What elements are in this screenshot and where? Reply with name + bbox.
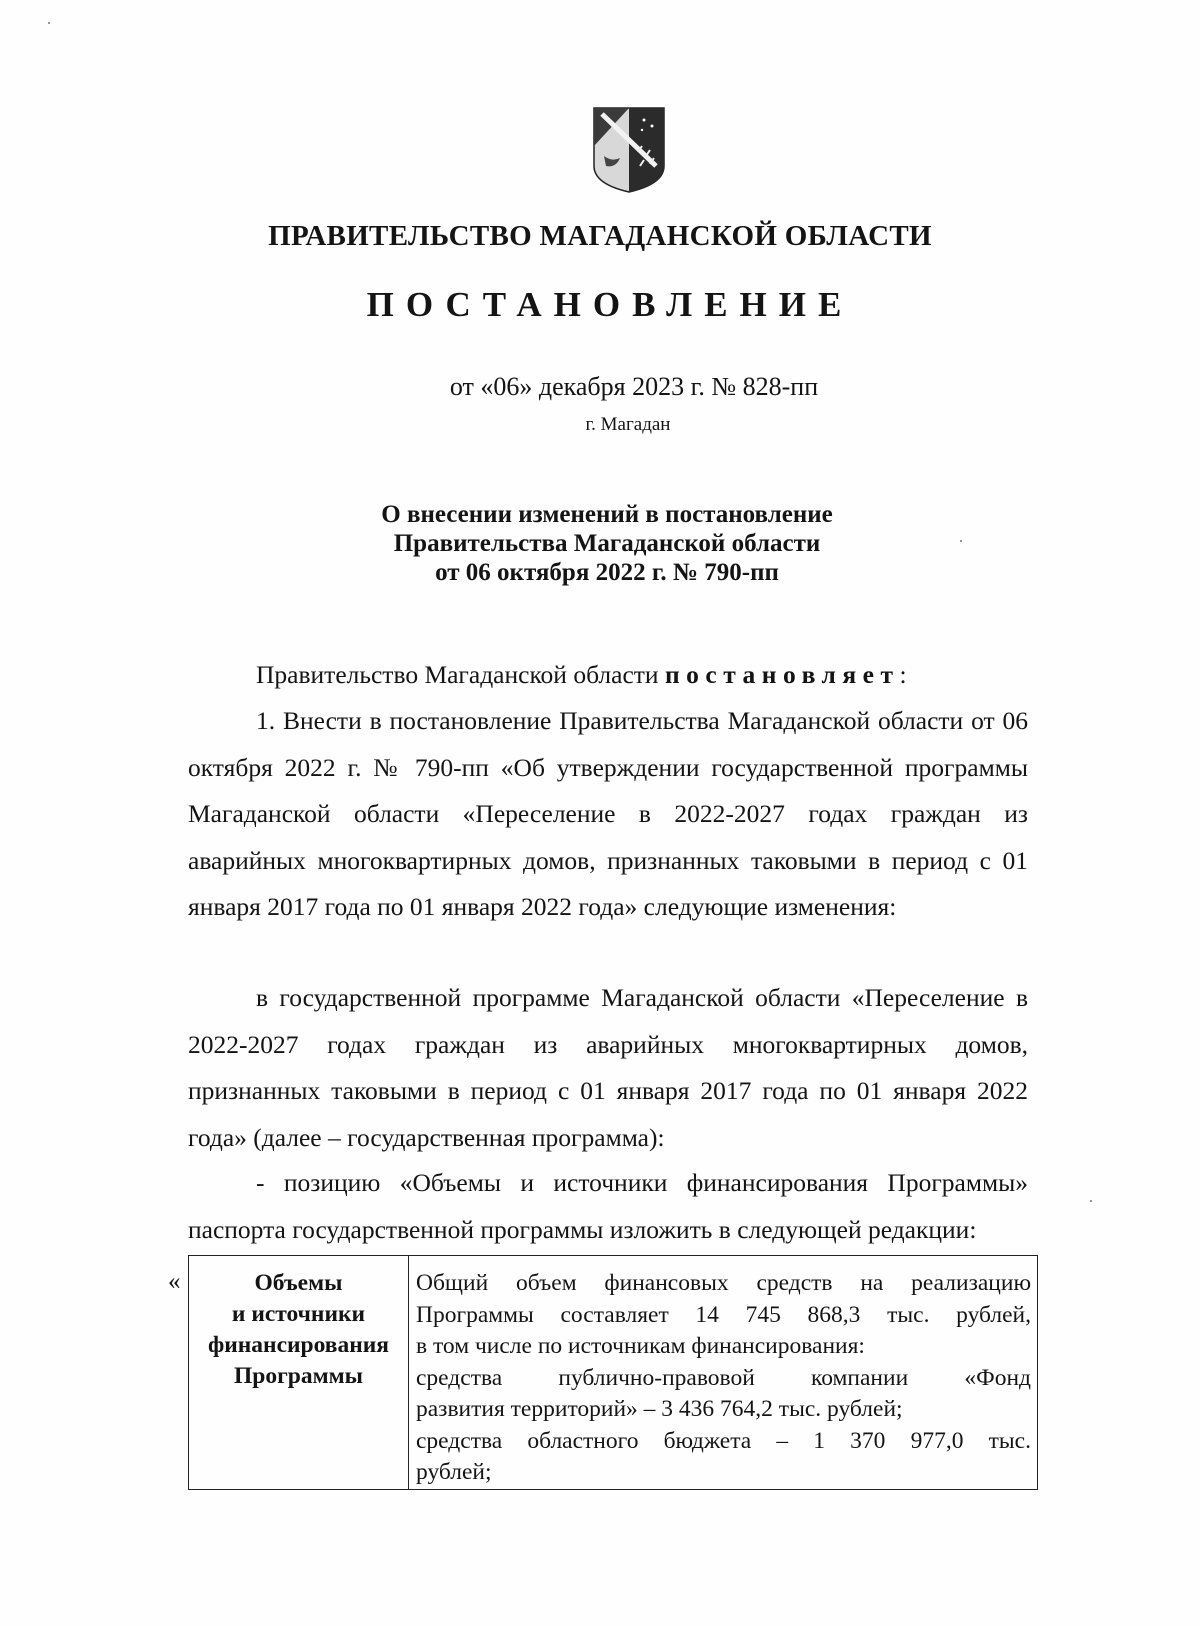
value-line: развития территорий» – 3 436 764,2 тыс. рублей;	[416, 1396, 903, 1422]
resolution-intro	[256, 660, 907, 690]
subject-line: Правительства Магаданской области	[393, 530, 821, 557]
intro-suffix: :	[899, 660, 907, 689]
value-line: Программы составляет 14 745 868,3 тыс. рублей,	[416, 1301, 1031, 1328]
subject-line: от 06 октября 2022 г. № 790-пп	[435, 559, 779, 586]
funding-label-cell	[189, 1256, 409, 1490]
value-line: средства областного бюджета – 1 370 977,0 тыс.	[416, 1427, 1031, 1454]
item-1-paragraph: 1. Внести в постановление Правительства Магаданской области от 06 октября 2022 г. № 790-пп «Об утверждении государственной программы Магаданской области «Переселение в 2022-2027 годах граждан из аварийных многоквартирных домов, признанных таковыми в период с 01 января 2017 года по 01 января 2022 года» следующие изменения:	[188, 706, 1028, 921]
label-line: Программы	[234, 1363, 363, 1389]
scan-speck	[960, 540, 962, 542]
coat-of-arms-icon	[592, 106, 666, 194]
value-line: средства публично-правовой компании «Фонд	[416, 1364, 1031, 1391]
label-line: финансирования	[207, 1332, 390, 1358]
value-line: рублей;	[416, 1459, 492, 1485]
program-paragraph: в государственной программе Магаданской области «Переселение в 2022-2027 годах граждан из аварийных многоквартирных домов, признанных таковыми в период с 01 января 2017 года по 01 января 2022 года» (далее – государственная программа):	[188, 983, 1028, 1152]
scan-speck	[1090, 1200, 1092, 1202]
intro-resolves: постановляет	[664, 660, 900, 689]
label-line: и источники	[231, 1301, 366, 1327]
intro-prefix: Правительство Магаданской области	[256, 660, 659, 689]
funding-value-cell	[409, 1256, 1038, 1490]
passport-paragraph: - позицию «Объемы и источники финансирования Программы» паспорта государственной программы изложить в следующей редакции:	[188, 1168, 1028, 1244]
opening-quote: «	[168, 1268, 181, 1295]
passport-table	[188, 1255, 1038, 1490]
decree-date-number: от «06» декабря 2023 г. № 828-пп	[449, 372, 819, 401]
government-title: ПРАВИТЕЛЬСТВО МАГАДАНСКОЙ ОБЛАСТИ	[268, 220, 932, 252]
scan-speck	[48, 22, 50, 24]
subject-line: О внесении изменений в постановление	[381, 501, 833, 528]
label-line: Объемы	[254, 1270, 343, 1296]
value-line: в том числе по источникам финансирования:	[416, 1333, 865, 1359]
document-type-title: ПОСТАНОВЛЕНИЕ	[366, 285, 854, 324]
decree-city: г. Магадан	[585, 414, 671, 435]
value-line: Общий объем финансовых средств на реализацию	[416, 1270, 1031, 1296]
table-row	[189, 1256, 1038, 1490]
decree-subject	[0, 500, 1200, 587]
